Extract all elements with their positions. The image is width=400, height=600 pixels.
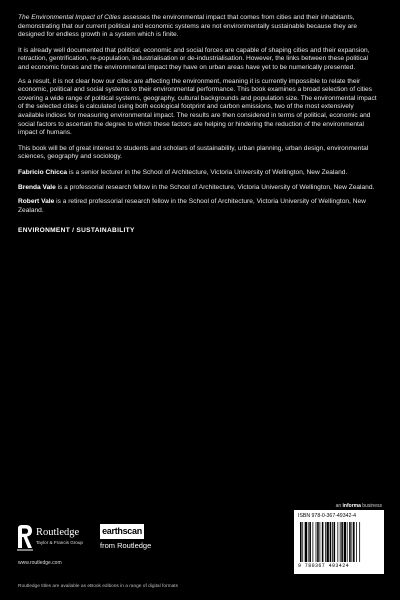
author-name: Robert Vale: [18, 198, 55, 206]
earthscan-from-routledge: from Routledge: [100, 541, 152, 550]
barcode-icon: [300, 522, 378, 562]
author-name: Fabricio Chicca: [18, 168, 68, 176]
routledge-logo: [16, 522, 96, 554]
earthscan-wordmark: earthscan: [100, 524, 144, 539]
author-bio: [18, 169, 380, 178]
barcode-digits: 9 780367 493424: [298, 563, 350, 569]
book-title-italic: The Environmental Impact of Cities: [18, 14, 121, 21]
author-bio-text: is a senior lecturer in the School of Architecture, Victoria University of Wellington, New Zealand.: [67, 168, 348, 176]
author-bio-text: is a professorial research fellow in the School of Architecture, Victoria University of Wellington, New Zealand.: [55, 183, 375, 191]
informa-business-label: an informa business: [335, 503, 382, 509]
routledge-wordmark: Routledge: [36, 527, 80, 538]
earthscan-logo: [100, 522, 180, 554]
description-p1-rest: assesses the environmental impact that comes from cities and their inhabitants, demonstrating that our current political and economic systems are not environmentally sustainable because they are designed for endless growth in a system which is finite.: [18, 14, 358, 39]
ebook-availability-note: Routledge titles are available as eBook editions in a range of digital formats: [18, 584, 178, 589]
isbn-barcode: [294, 510, 384, 574]
publisher-website: www.routledge.com: [18, 560, 62, 566]
description-paragraph-3: As a result, it is not clear how our cities are affecting the environment, meaning it is currently impossible to relate their economic, political and social systems to their environmental performance. This book examines a broad selection of cities covering a wide range of political systems, geography, cultural backgrounds and population size. The environmental impact of the selected cities is calculated using both ecological footprint and carbon emissions, two of the most extensively available indices for measuring environmental impact. The results are then considered in terms of political, economic and social factors to ascertain the degree to which these factors are helping or hindering the reduction of the environmental impact of humans.: [18, 77, 377, 137]
author-bio-text: is a retired professorial research fellow in the School of Architecture, Victoria University of Wellington, New Zealand.: [18, 198, 366, 214]
blurb-text: [18, 14, 380, 234]
description-paragraph-4: This book will be of great interest to students and scholars of sustainability, urban planning, urban design, environmental sciences, geography and sociology.: [18, 144, 369, 161]
author-bio: [18, 198, 380, 215]
isbn-label: ISBN 978-0-367-49342-4: [298, 513, 356, 519]
subject-category: ENVIRONMENT / SUSTAINABILITY: [18, 227, 135, 235]
description-paragraph-2: It is already well documented that political, economic and social forces are capable of shaping cities and their expansion, retraction, gentrification, re-population, industrialisation or de-industrialisation. However, the links between these political and economic forces and the environmental impact they have on urban areas have yet to be numerically presented.: [18, 46, 370, 71]
author-bio: [18, 184, 380, 193]
author-name: Brenda Vale: [18, 183, 56, 191]
description-paragraph-1: [18, 14, 380, 40]
publisher-group: Taylor & Francis Group: [36, 540, 83, 545]
routledge-r-icon: [16, 524, 34, 552]
